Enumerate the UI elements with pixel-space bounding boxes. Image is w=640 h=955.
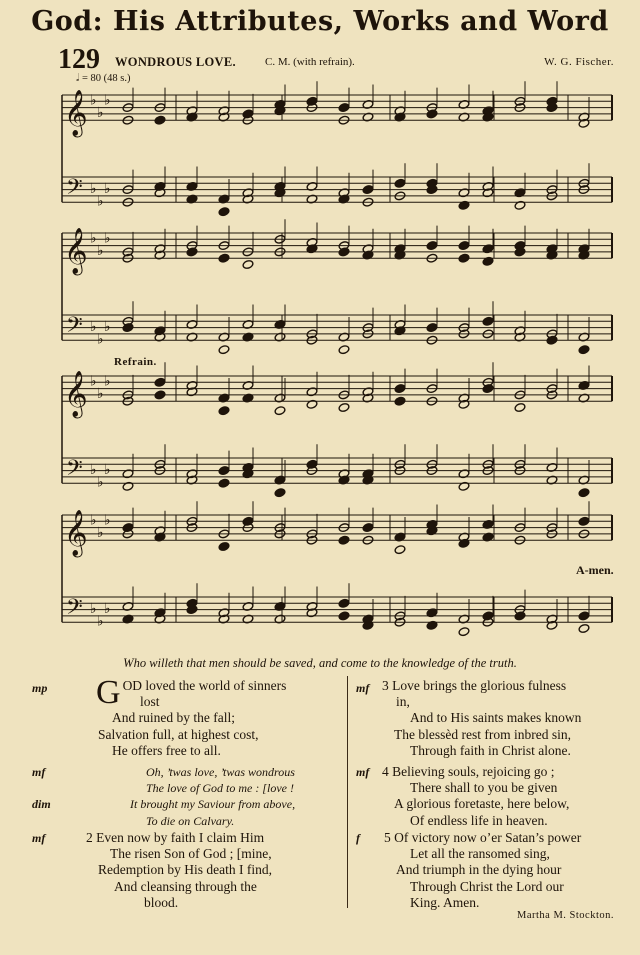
verse-line: And ruined by the fall; bbox=[112, 710, 235, 726]
verse-line: in, bbox=[396, 694, 410, 710]
verse-line: 3 Love brings the glorious fulness bbox=[382, 678, 567, 693]
tempo-marking: 𝅗𝅥 = 80 (48 s.) bbox=[76, 73, 131, 84]
verse-line: And cleansing through the bbox=[114, 878, 257, 894]
note-head bbox=[514, 403, 526, 413]
verse-line: 4 Believing souls, rejoicing go ; bbox=[382, 764, 555, 779]
verse-line: King. Amen. bbox=[410, 894, 480, 910]
verse-line: And triumph in the dying hour bbox=[396, 862, 562, 878]
flat-sign-icon: ♭ bbox=[97, 475, 104, 491]
flat-sign-icon: ♭ bbox=[90, 374, 97, 390]
verse-line: 2 Even now by faith I claim Him bbox=[86, 830, 265, 845]
verse-line: Through faith in Christ alone. bbox=[410, 742, 571, 758]
verse-2 bbox=[32, 830, 336, 911]
scripture-text: Who willeth that men should be saved, and come to the knowledge of the truth. bbox=[123, 656, 517, 670]
page-title: God: His Attributes, Works and Word bbox=[31, 6, 609, 37]
note-head bbox=[458, 627, 470, 637]
amen-text: A-men. bbox=[576, 563, 614, 577]
refrain-line: It brought my Saviour from above, bbox=[130, 797, 296, 812]
note-head bbox=[218, 406, 230, 416]
treble-clef-icon: 𝄞 bbox=[64, 90, 88, 137]
flat-sign-icon: ♭ bbox=[97, 106, 104, 122]
verse-3 bbox=[356, 678, 632, 759]
flat-sign-icon: ♭ bbox=[90, 462, 97, 478]
flat-sign-icon: ♭ bbox=[104, 181, 111, 197]
refrain-line: To die on Calvary. bbox=[146, 813, 235, 828]
note-head bbox=[578, 516, 590, 526]
note-head bbox=[458, 253, 470, 263]
note-head bbox=[578, 624, 590, 634]
note-head bbox=[394, 545, 406, 555]
column-divider bbox=[347, 676, 348, 908]
flat-sign-icon: ♭ bbox=[104, 319, 111, 335]
flat-sign-icon: ♭ bbox=[97, 194, 104, 210]
note-head bbox=[426, 323, 438, 333]
note-head bbox=[154, 115, 166, 125]
flat-sign-icon: ♭ bbox=[104, 513, 111, 529]
flat-sign-icon: ♭ bbox=[90, 181, 97, 197]
note-head bbox=[394, 384, 406, 394]
drop-cap: G bbox=[96, 674, 121, 711]
note-head bbox=[154, 377, 166, 387]
note-head bbox=[458, 241, 470, 251]
verse-line: There shall to you be given bbox=[410, 780, 558, 796]
note-head bbox=[218, 466, 230, 476]
note-head bbox=[218, 345, 230, 355]
flat-sign-icon: ♭ bbox=[90, 231, 97, 247]
bass-clef-icon: 𝄢 bbox=[66, 174, 83, 205]
meter: C. M. (with refrain). bbox=[265, 56, 355, 68]
bass-clef-icon: 𝄢 bbox=[66, 312, 83, 343]
note-head bbox=[338, 598, 350, 608]
note-head bbox=[578, 488, 590, 498]
note-head bbox=[154, 390, 166, 400]
composer: W. G. Fischer. bbox=[544, 56, 614, 68]
verse-line: Salvation full, at highest cost, bbox=[98, 726, 259, 742]
note-head bbox=[218, 253, 230, 263]
verse-line: And to His saints makes known bbox=[410, 710, 582, 726]
dynamic-mark: mf bbox=[356, 765, 370, 779]
dynamic-mark: f bbox=[356, 831, 360, 845]
tune-name: WONDROUS LOVE. bbox=[115, 55, 236, 69]
verse-4 bbox=[356, 764, 632, 829]
refrain-text bbox=[32, 764, 340, 829]
verse-line: The blessèd rest from inbred sin, bbox=[394, 726, 571, 742]
note-head bbox=[362, 523, 374, 533]
bass-clef-icon: 𝄢 bbox=[66, 594, 83, 625]
flat-sign-icon: ♭ bbox=[104, 93, 111, 109]
note-head bbox=[394, 178, 406, 188]
flat-sign-icon: ♭ bbox=[97, 526, 104, 542]
note-head bbox=[274, 406, 286, 416]
note-head bbox=[338, 611, 350, 621]
flat-sign-icon: ♭ bbox=[90, 319, 97, 335]
dynamic-mark: mf bbox=[32, 765, 46, 779]
verse-line: blood. bbox=[144, 894, 179, 910]
flat-sign-icon: ♭ bbox=[104, 374, 111, 390]
verse-1 bbox=[32, 674, 336, 759]
flat-sign-icon: ♭ bbox=[104, 231, 111, 247]
note-head bbox=[394, 396, 406, 406]
flat-sign-icon: ♭ bbox=[90, 513, 97, 529]
verse-5 bbox=[356, 830, 632, 911]
note-head bbox=[426, 241, 438, 251]
refrain-line: Oh, ’twas love, ’twas wondrous bbox=[146, 765, 295, 779]
note-head bbox=[218, 542, 230, 552]
verse-line: OD loved the world of sinners bbox=[122, 678, 287, 693]
note-head bbox=[338, 103, 350, 113]
note-head bbox=[218, 207, 230, 217]
verse-line: Let all the ransomed sing, bbox=[410, 846, 550, 862]
flat-sign-icon: ♭ bbox=[90, 601, 97, 617]
hymn-number: 129 bbox=[58, 44, 100, 75]
verse-line: lost bbox=[140, 694, 160, 710]
note-head bbox=[338, 403, 350, 413]
flat-sign-icon: ♭ bbox=[97, 332, 104, 348]
flat-sign-icon: ♭ bbox=[90, 93, 97, 109]
note-head bbox=[242, 260, 254, 270]
verse-line: 5 Of victory now o’er Satan’s power bbox=[384, 830, 582, 845]
flat-sign-icon: ♭ bbox=[97, 387, 104, 403]
treble-clef-icon: 𝄞 bbox=[64, 228, 88, 275]
verse-line: A glorious foretaste, here below, bbox=[394, 796, 570, 812]
note-head bbox=[338, 345, 350, 355]
note-head bbox=[578, 345, 590, 355]
flat-sign-icon: ♭ bbox=[104, 601, 111, 617]
refrain-label: Refrain. bbox=[114, 356, 157, 368]
flat-sign-icon: ♭ bbox=[104, 462, 111, 478]
note-head bbox=[274, 488, 286, 498]
dynamic-mark: mf bbox=[356, 681, 370, 695]
verse-line: He offers free to all. bbox=[112, 742, 221, 758]
verse-line: Of endless life in heaven. bbox=[410, 812, 548, 828]
note-head bbox=[578, 611, 590, 621]
verse-line: The risen Son of God ; [mine, bbox=[110, 846, 272, 862]
flat-sign-icon: ♭ bbox=[97, 614, 104, 630]
treble-clef-icon: 𝄞 bbox=[64, 510, 88, 557]
refrain-line: The love of God to me : [love ! bbox=[146, 781, 294, 796]
treble-clef-icon: 𝄞 bbox=[64, 371, 88, 418]
dynamic-mark: mf bbox=[32, 831, 46, 845]
note-head bbox=[218, 478, 230, 488]
dynamic-mark: mp bbox=[32, 681, 48, 695]
flat-sign-icon: ♭ bbox=[97, 244, 104, 260]
author-credit: Martha M. Stockton. bbox=[517, 910, 614, 921]
note-head bbox=[482, 316, 494, 326]
bass-clef-icon: 𝄢 bbox=[66, 455, 83, 486]
note-head bbox=[362, 185, 374, 195]
verse-line: Redemption by His death I find, bbox=[98, 862, 272, 878]
note-head bbox=[338, 535, 350, 545]
dynamic-mark: dim bbox=[32, 797, 51, 811]
verse-line: Through Christ the Lord our bbox=[410, 878, 564, 894]
